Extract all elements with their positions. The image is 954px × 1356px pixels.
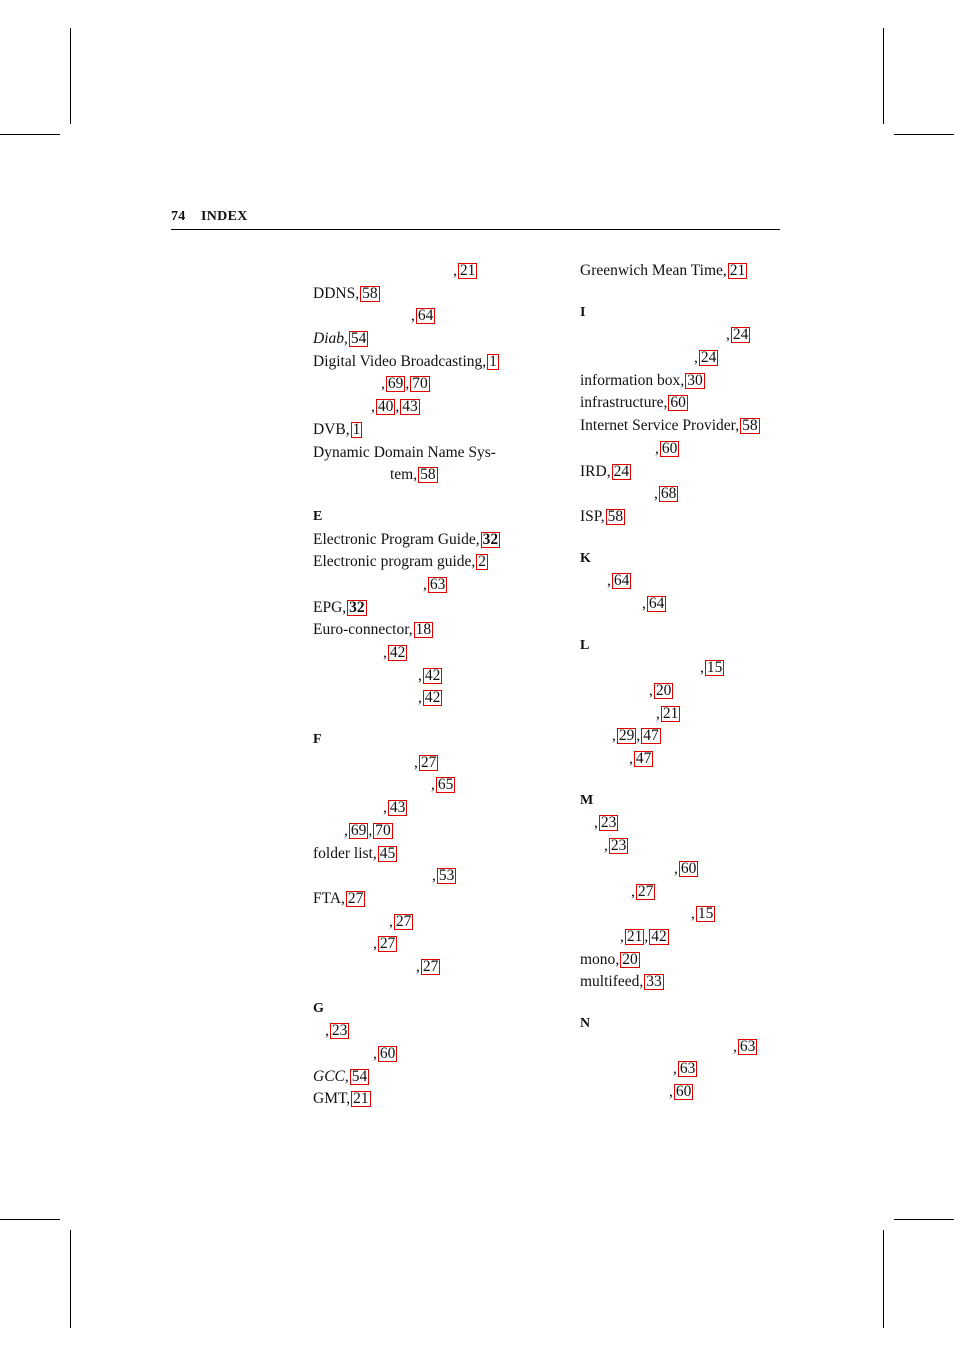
page-reference-link[interactable]: 64 <box>613 572 630 590</box>
page-reference-link[interactable]: 43 <box>402 398 418 416</box>
index-entry <box>580 1036 820 1059</box>
separator-comma: , <box>414 753 418 771</box>
index-entry <box>313 933 553 956</box>
index-entry <box>313 820 553 843</box>
index-entry <box>580 835 820 858</box>
separator-comma: , <box>341 889 345 907</box>
separator-comma: , <box>604 837 608 855</box>
index-entry <box>580 1081 820 1104</box>
separator-comma: , <box>368 821 373 839</box>
crop-mark <box>0 134 60 135</box>
index-entry <box>313 1043 553 1066</box>
index-entry <box>580 1058 820 1081</box>
index-entry <box>313 574 553 597</box>
page-reference-link[interactable]: 27 <box>379 935 396 953</box>
separator-comma: , <box>654 485 658 503</box>
index-term: information box <box>580 371 681 389</box>
page-reference-link[interactable]: 24 <box>732 326 749 344</box>
index-column-right <box>580 260 820 1104</box>
separator-comma: , <box>475 530 480 548</box>
separator-comma: , <box>325 1022 329 1040</box>
separator-comma: , <box>600 507 605 525</box>
page-reference-link[interactable]: 63 <box>429 575 446 593</box>
page-reference-link[interactable]: 70 <box>412 375 428 393</box>
index-entry <box>580 971 820 994</box>
separator-comma: , <box>416 957 420 975</box>
heading-letter: N <box>580 1015 591 1031</box>
crop-mark <box>883 1230 884 1328</box>
crop-mark <box>894 1219 954 1220</box>
page-reference-link[interactable]: 33 <box>646 973 662 991</box>
index-entry <box>580 415 820 438</box>
index-gap <box>580 283 820 302</box>
separator-comma: , <box>594 814 598 832</box>
separator-comma: , <box>418 666 422 684</box>
index-letter-heading <box>313 506 553 529</box>
index-letter-heading <box>313 729 553 752</box>
separator-comma: , <box>663 394 668 412</box>
index-entry <box>580 438 820 461</box>
index-term: Electronic program guide <box>313 553 472 571</box>
index-entry <box>313 442 553 465</box>
page-reference-link[interactable]: 60 <box>680 859 697 877</box>
index-entry <box>313 373 553 396</box>
separator-comma: , <box>680 371 685 389</box>
page-reference-link[interactable]: 42 <box>424 666 441 684</box>
index-term: Internet Service Provider <box>580 417 736 435</box>
page-reference-link[interactable]: 20 <box>655 682 672 699</box>
index-gap <box>580 994 820 1013</box>
index-term: Euro-connector <box>313 621 409 639</box>
separator-comma: , <box>431 776 435 794</box>
page-reference-link[interactable]: 15 <box>706 659 723 677</box>
index-term: ISP <box>580 507 601 525</box>
index-entry <box>313 529 553 552</box>
index-entry <box>313 911 553 934</box>
index-entry <box>313 687 553 710</box>
index-entry <box>580 858 820 881</box>
separator-comma: , <box>432 867 436 885</box>
index-entry <box>313 283 553 306</box>
separator-comma: , <box>383 644 387 661</box>
page-reference-link[interactable]: 43 <box>389 799 406 817</box>
index-entry <box>313 619 553 642</box>
page-reference-link[interactable]: 18 <box>415 621 432 639</box>
index-gap <box>313 979 553 998</box>
index-gap <box>313 487 553 506</box>
index-letter-heading <box>580 790 820 813</box>
index-entry <box>313 419 553 442</box>
index-entry <box>313 843 553 866</box>
page-reference-link[interactable]: 58 <box>420 466 436 484</box>
index-entry <box>313 351 553 374</box>
page-reference-link[interactable]: 54 <box>351 1067 368 1085</box>
index-term: GMT <box>313 1090 347 1108</box>
index-entry <box>580 347 820 370</box>
index-term: DVB <box>313 420 346 438</box>
separator-comma: , <box>649 682 653 699</box>
separator-comma: , <box>389 912 393 930</box>
page-reference-link[interactable]: 1 <box>352 420 361 438</box>
index-entry <box>313 1020 553 1043</box>
separator-comma: , <box>405 375 410 393</box>
index-term: Greenwich Mean Time <box>580 262 723 279</box>
separator-comma: , <box>344 1067 349 1085</box>
index-term: folder list <box>313 844 373 862</box>
page-reference-link[interactable]: 23 <box>331 1022 348 1040</box>
separator-comma: , <box>371 398 375 416</box>
page-reference-link[interactable]: 30 <box>687 371 703 389</box>
separator-comma: , <box>669 1083 673 1100</box>
page-reference-link[interactable]: 42 <box>651 927 667 945</box>
page-reference-link[interactable]: 20 <box>622 950 638 968</box>
page-reference-link[interactable]: 23 <box>610 837 627 855</box>
page-reference-link[interactable]: 42 <box>389 644 406 661</box>
separator-comma: , <box>607 572 611 590</box>
separator-comma: , <box>722 262 727 279</box>
separator-comma: , <box>674 859 678 877</box>
separator-comma: , <box>656 704 660 722</box>
separator-comma: , <box>355 284 360 302</box>
index-term: mono <box>580 950 616 968</box>
index-letter-heading <box>580 635 820 658</box>
page-reference-link[interactable]: 32 <box>482 530 499 548</box>
index-entry <box>580 748 820 771</box>
page-reference-link[interactable]: 60 <box>670 394 686 412</box>
index-entry <box>313 260 553 283</box>
page-reference-link[interactable]: 64 <box>648 594 665 612</box>
page-reference-link[interactable]: 2 <box>478 553 487 571</box>
page-reference-link[interactable]: 21 <box>353 1090 369 1108</box>
page-reference-link[interactable]: 27 <box>420 753 437 771</box>
index-letter-heading <box>313 998 553 1021</box>
separator-comma: , <box>373 935 377 953</box>
index-term: Dynamic Domain Name Sys- <box>313 443 496 461</box>
page-reference-link[interactable]: 64 <box>417 307 434 325</box>
page-reference-link[interactable]: 60 <box>379 1045 396 1062</box>
index-term: tem <box>390 466 414 484</box>
separator-comma: , <box>631 882 635 900</box>
index-entry <box>580 725 820 748</box>
heading-letter: I <box>580 304 586 320</box>
page-reference-link[interactable]: 60 <box>661 439 678 457</box>
index-entry <box>580 657 820 680</box>
page-reference-link[interactable]: 47 <box>643 727 659 745</box>
page-reference-link[interactable]: 27 <box>637 882 654 900</box>
index-entry <box>580 324 820 347</box>
index-entry <box>580 506 820 529</box>
page-reference-link[interactable]: 21 <box>626 927 643 945</box>
heading-letter: E <box>313 508 323 524</box>
separator-comma: , <box>373 1045 377 1062</box>
crop-mark <box>0 1219 60 1220</box>
crop-mark <box>70 28 71 124</box>
page-reference-link[interactable]: 24 <box>613 462 630 480</box>
index-entry <box>313 642 553 665</box>
separator-comma: , <box>700 659 704 677</box>
separator-comma: , <box>453 262 457 279</box>
index-entry <box>580 392 820 415</box>
index-gap <box>580 771 820 790</box>
crop-mark <box>894 134 954 135</box>
separator-comma: , <box>482 352 487 370</box>
header-title: INDEX <box>201 209 248 224</box>
index-term: DDNS <box>313 284 356 302</box>
heading-letter: F <box>313 732 322 748</box>
separator-comma: , <box>639 973 644 991</box>
page-reference-link[interactable]: 40 <box>377 398 394 416</box>
heading-letter: L <box>580 637 590 653</box>
index-entry <box>580 260 820 283</box>
page-reference-link[interactable]: 69 <box>350 821 367 839</box>
page-reference-link[interactable]: 29 <box>618 727 635 745</box>
separator-comma: , <box>606 462 611 480</box>
separator-comma: , <box>691 905 695 923</box>
page-reference-link[interactable]: 21 <box>662 704 679 722</box>
separator-comma: , <box>629 750 633 768</box>
index-term: GCC <box>313 1067 345 1085</box>
index-entry <box>313 752 553 775</box>
separator-comma: , <box>344 821 348 839</box>
page-reference-link[interactable]: 58 <box>742 417 758 435</box>
index-entry <box>580 812 820 835</box>
page-reference-link[interactable]: 27 <box>422 957 439 975</box>
separator-comma: , <box>655 439 659 457</box>
index-entry <box>580 881 820 904</box>
separator-comma: , <box>673 1060 677 1078</box>
page-reference-link[interactable]: 42 <box>424 689 441 707</box>
index-term: Diab <box>313 330 344 348</box>
page-reference-link[interactable]: 63 <box>739 1037 756 1055</box>
index-entry <box>580 903 820 926</box>
separator-comma: , <box>615 950 620 968</box>
index-entry <box>313 774 553 797</box>
page-reference-link[interactable]: 15 <box>697 905 714 923</box>
page-number: 74 <box>171 209 186 224</box>
separator-comma: , <box>612 727 616 745</box>
page-reference-link[interactable]: 63 <box>679 1060 696 1078</box>
separator-comma: , <box>342 598 347 616</box>
index-entry <box>580 461 820 484</box>
index-entry <box>313 888 553 911</box>
page-reference-link[interactable]: 60 <box>675 1083 692 1100</box>
index-letter-heading <box>580 302 820 325</box>
heading-letter: M <box>580 792 594 808</box>
index-entry <box>580 926 820 949</box>
index-entry <box>580 483 820 506</box>
index-letter-heading <box>580 548 820 571</box>
index-entry <box>313 797 553 820</box>
page-reference-link[interactable]: 27 <box>395 912 412 930</box>
index-entry <box>580 949 820 972</box>
index-term: infrastructure <box>580 394 664 412</box>
separator-comma: , <box>408 621 413 639</box>
index-term: multifeed <box>580 973 640 991</box>
page-reference-link[interactable]: 65 <box>437 776 454 794</box>
index-term: EPG <box>313 598 343 616</box>
index-entry <box>313 665 553 688</box>
index-entry <box>313 1088 553 1111</box>
separator-comma: , <box>735 417 740 435</box>
page-reference-link[interactable]: 54 <box>350 330 367 348</box>
separator-comma: , <box>411 307 415 325</box>
index-term: Digital Video Broadcasting <box>313 352 483 370</box>
separator-comma: , <box>381 375 385 393</box>
page-reference-link[interactable]: 32 <box>349 598 365 616</box>
separator-comma: , <box>423 575 427 593</box>
index-gap <box>313 710 553 729</box>
page-reference-link[interactable]: 58 <box>607 507 624 525</box>
index-entry <box>580 680 820 703</box>
separator-comma: , <box>383 799 387 817</box>
page-reference-link[interactable]: 27 <box>347 889 364 907</box>
index-entry <box>313 305 553 328</box>
index-gap <box>580 616 820 635</box>
page-reference-link[interactable]: 23 <box>600 814 617 832</box>
separator-comma: , <box>694 349 698 367</box>
page-reference-link[interactable]: 58 <box>362 284 378 302</box>
separator-comma: , <box>418 689 422 707</box>
separator-comma: , <box>620 927 624 945</box>
index-entry <box>313 1066 553 1089</box>
page-reference-link[interactable]: 68 <box>660 485 677 503</box>
page-reference-link[interactable]: 47 <box>635 750 652 768</box>
separator-comma: , <box>372 844 377 862</box>
page-reference-link[interactable]: 21 <box>459 262 476 279</box>
index-entry <box>580 570 820 593</box>
separator-comma: , <box>345 420 350 438</box>
page-reference-link[interactable]: 69 <box>387 375 404 393</box>
separator-comma: , <box>644 927 649 945</box>
index-column-left <box>313 260 553 1111</box>
running-header <box>171 209 780 230</box>
separator-comma: , <box>413 466 418 484</box>
separator-comma: , <box>642 594 646 612</box>
separator-comma: , <box>471 553 476 571</box>
index-entry <box>580 370 820 393</box>
page-reference-link[interactable]: 53 <box>438 867 455 885</box>
separator-comma: , <box>395 398 400 416</box>
heading-letter: K <box>580 550 591 566</box>
index-entry <box>313 597 553 620</box>
index-entry <box>313 551 553 574</box>
page-reference-link[interactable]: 70 <box>375 821 391 839</box>
index-term: IRD <box>580 462 607 480</box>
separator-comma: , <box>344 330 348 348</box>
separator-comma: , <box>726 326 730 344</box>
separator-comma: , <box>346 1090 351 1108</box>
page-reference-link[interactable]: 45 <box>379 844 396 862</box>
heading-letter: G <box>313 1000 324 1016</box>
page-reference-link[interactable]: 1 <box>489 352 497 370</box>
index-term: Electronic Program Guide <box>313 530 476 548</box>
index-entry <box>313 464 553 487</box>
index-entry <box>313 396 553 419</box>
index-entry <box>313 956 553 979</box>
separator-comma: , <box>733 1037 737 1055</box>
index-entry <box>580 593 820 616</box>
index-entry <box>313 865 553 888</box>
index-entry <box>313 328 553 351</box>
crop-mark <box>883 28 884 124</box>
page-reference-link[interactable]: 24 <box>700 349 717 367</box>
crop-mark <box>70 1230 71 1328</box>
index-term: FTA <box>313 889 342 907</box>
page-reference-link[interactable]: 21 <box>729 262 746 279</box>
index-letter-heading <box>580 1013 820 1036</box>
index-entry <box>580 703 820 726</box>
separator-comma: , <box>636 727 641 745</box>
index-gap <box>580 529 820 548</box>
